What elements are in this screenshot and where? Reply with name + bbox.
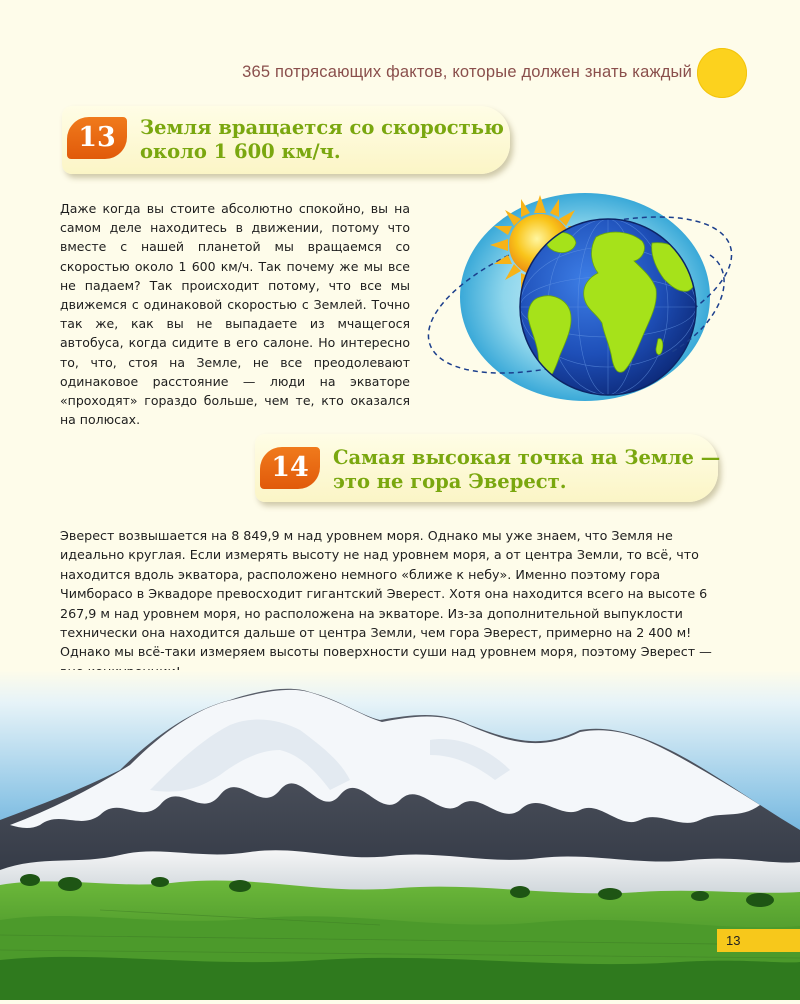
fact-14-title [333, 446, 720, 494]
page-number: 13 [717, 929, 800, 952]
fact-14-title-line1: Самая высокая точка на Земле — [333, 446, 721, 469]
fact-13-title [140, 116, 504, 164]
fact-14-number: 14 [260, 447, 320, 489]
chimborazo-mountain-photo [0, 670, 800, 1000]
fact-14-text: Эверест возвышается на 8 849,9 м над уровнем моря. Однако мы уже знаем, что Земля не идеально круглая. Если измерять высоту не над уровнем моря, а от центра Земли, то всё, что находится вдоль экватора, расположено немного «ближе к небу». Именно поэтому гора Чимборасо в Эквадоре превосходит гигантский Эверест. Хотя она находится всего на высоте 6 267,9 м над уровнем моря, но расположена на экваторе. Из-за дополнительной выпуклости технически она находится дальше от центра Земли, чем гора Эверест, примерно на 2 400 м! Однако мы всё-таки измеряем высоты поверхности суши над уровнем моря, поэтому Эверест — [60, 528, 712, 660]
fact-13-title-line1: Земля вращается со скоростью [140, 116, 504, 139]
fact-13-banner [62, 106, 510, 174]
fact-14-title-line2: это не гора Эверест. [333, 470, 567, 493]
fact-13-title-line2: около 1 600 км/ч. [140, 140, 341, 163]
fact-14-banner [255, 434, 721, 502]
book-title: 365 потрясающих фактов, которые должен знать каждый [242, 63, 692, 81]
fact-13-text: Даже когда вы стоите абсолютно спокойно, вы на самом деле находитесь в движении, потому что вместе с нашей планетой мы вращаемся со скоростью около 1 600 км/ч. Так почему же мы все не падаем? Так происходит потому, что все мы движемся с одинаковой скоростью с Землей. Точно так же, как вы не выпадаете из мчащегося автобуса, когда сидите в его салоне. Но интересно то, что, стоя на Земле, не все преодолевают одинаковое расстояние — люди на экваторе «проходят» гораздо больше, чем те, кто оказался на полюсах. [60, 201, 410, 428]
globe-with-sun-icon [420, 185, 750, 415]
header-circle-decoration [697, 48, 747, 98]
fact-13-number: 13 [67, 117, 127, 159]
